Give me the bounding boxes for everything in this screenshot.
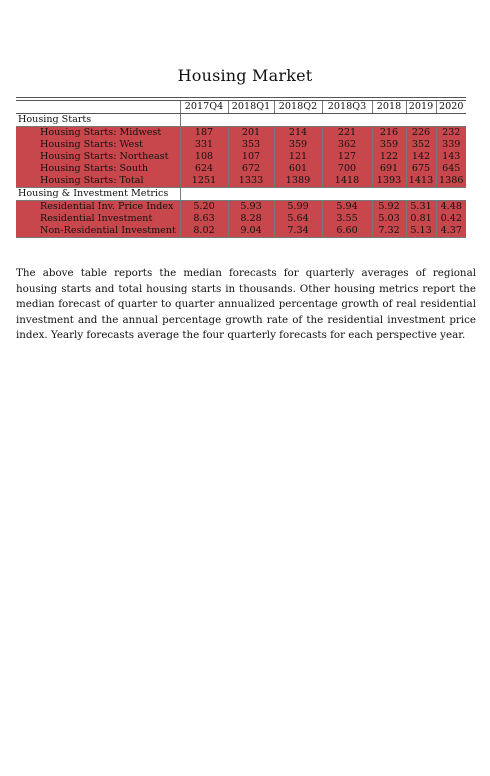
table-row xyxy=(16,175,466,188)
table-cell: 1418 xyxy=(322,175,372,188)
column-header: 2018Q1 xyxy=(228,101,274,114)
table-cell: 122 xyxy=(372,151,406,163)
table-cell: 1386 xyxy=(436,175,466,188)
table-cell: 107 xyxy=(228,151,274,163)
table-cell: 216 xyxy=(372,127,406,140)
table-cell: 5.31 xyxy=(406,201,436,214)
table-cell: 143 xyxy=(436,151,466,163)
row-label: Housing Starts: South xyxy=(16,163,180,175)
table-cell: 1333 xyxy=(228,175,274,188)
table-cell: 362 xyxy=(322,139,372,151)
table-cell: 1389 xyxy=(274,175,322,188)
row-label: Housing Starts: Total xyxy=(16,175,180,188)
table-cell: 7.32 xyxy=(372,225,406,238)
table-cell: 331 xyxy=(180,139,228,151)
table-cell: 5.03 xyxy=(372,213,406,225)
section-title: Housing Starts xyxy=(16,114,180,127)
table-cell: 1251 xyxy=(180,175,228,188)
table-row xyxy=(16,213,466,225)
table-cell: 3.55 xyxy=(322,213,372,225)
row-label: Housing Starts: Midwest xyxy=(16,127,180,140)
table-cell: 691 xyxy=(372,163,406,175)
table-cell: 5.93 xyxy=(228,201,274,214)
table-cell: 359 xyxy=(274,139,322,151)
table-row xyxy=(16,151,466,163)
table-header-row xyxy=(16,101,466,114)
housing-market-table xyxy=(16,97,466,238)
table-cell: 5.99 xyxy=(274,201,322,214)
table-cell: 1413 xyxy=(406,175,436,188)
table-cell: 675 xyxy=(406,163,436,175)
table-cell: 601 xyxy=(274,163,322,175)
column-header: 2019 xyxy=(406,101,436,114)
column-header: 2018Q3 xyxy=(322,101,372,114)
table-cell: 0.42 xyxy=(436,213,466,225)
table-cell: 4.37 xyxy=(436,225,466,238)
row-label: Residential Investment xyxy=(16,213,180,225)
table-cell: 359 xyxy=(372,139,406,151)
table-cell: 8.28 xyxy=(228,213,274,225)
row-label: Non-Residential Investment xyxy=(16,225,180,238)
table-cell: 7.34 xyxy=(274,225,322,238)
table-cell: 5.13 xyxy=(406,225,436,238)
table-cell: 8.02 xyxy=(180,225,228,238)
table-cell: 214 xyxy=(274,127,322,140)
section-spacer xyxy=(180,114,466,127)
section-title: Housing & Investment Metrics xyxy=(16,188,180,201)
section-header-row xyxy=(16,188,466,201)
table-cell: 187 xyxy=(180,127,228,140)
table-cell: 4.48 xyxy=(436,201,466,214)
page-title: Housing Market xyxy=(177,66,313,85)
table-cell: 5.64 xyxy=(274,213,322,225)
table-cell: 226 xyxy=(406,127,436,140)
table-cell: 339 xyxy=(436,139,466,151)
table-cell: 1393 xyxy=(372,175,406,188)
table-row xyxy=(16,201,466,214)
table-cell: 672 xyxy=(228,163,274,175)
table-cell: 700 xyxy=(322,163,372,175)
row-label: Housing Starts: Northeast xyxy=(16,151,180,163)
table-cell: 142 xyxy=(406,151,436,163)
table-cell: 5.20 xyxy=(180,201,228,214)
header-blank xyxy=(16,101,180,114)
table-cell: 5.92 xyxy=(372,201,406,214)
column-header: 2017Q4 xyxy=(180,101,228,114)
table-cell: 353 xyxy=(228,139,274,151)
table-cell: 624 xyxy=(180,163,228,175)
table-caption: The above table reports the median forecasts for quarterly averages of regional housing starts and total housing starts in thousands. Other housing metrics report the median forecast of quarter to quarter annualized percentage growth of real residential investment and the annual percentage growth rate of the residential investment price index. Yearly forecasts average the four quarterly forecasts for each perspective year. xyxy=(16,267,476,341)
column-header: 2018 xyxy=(372,101,406,114)
table-cell: 121 xyxy=(274,151,322,163)
table-cell: 232 xyxy=(436,127,466,140)
table-row xyxy=(16,139,466,151)
section-header-row xyxy=(16,114,466,127)
table-cell: 352 xyxy=(406,139,436,151)
table-row xyxy=(16,163,466,175)
section-spacer xyxy=(180,188,466,201)
table-cell: 127 xyxy=(322,151,372,163)
table-cell: 108 xyxy=(180,151,228,163)
row-label: Residential Inv. Price Index xyxy=(16,201,180,214)
table-cell: 6.60 xyxy=(322,225,372,238)
table-cell: 9.04 xyxy=(228,225,274,238)
table-cell: 201 xyxy=(228,127,274,140)
column-header: 2020 xyxy=(436,101,466,114)
table-cell: 0.81 xyxy=(406,213,436,225)
table-cell: 8.63 xyxy=(180,213,228,225)
table-cell: 645 xyxy=(436,163,466,175)
row-label: Housing Starts: West xyxy=(16,139,180,151)
column-header: 2018Q2 xyxy=(274,101,322,114)
table-cell: 221 xyxy=(322,127,372,140)
table-cell: 5.94 xyxy=(322,201,372,214)
table-row xyxy=(16,225,466,238)
table-row xyxy=(16,127,466,140)
